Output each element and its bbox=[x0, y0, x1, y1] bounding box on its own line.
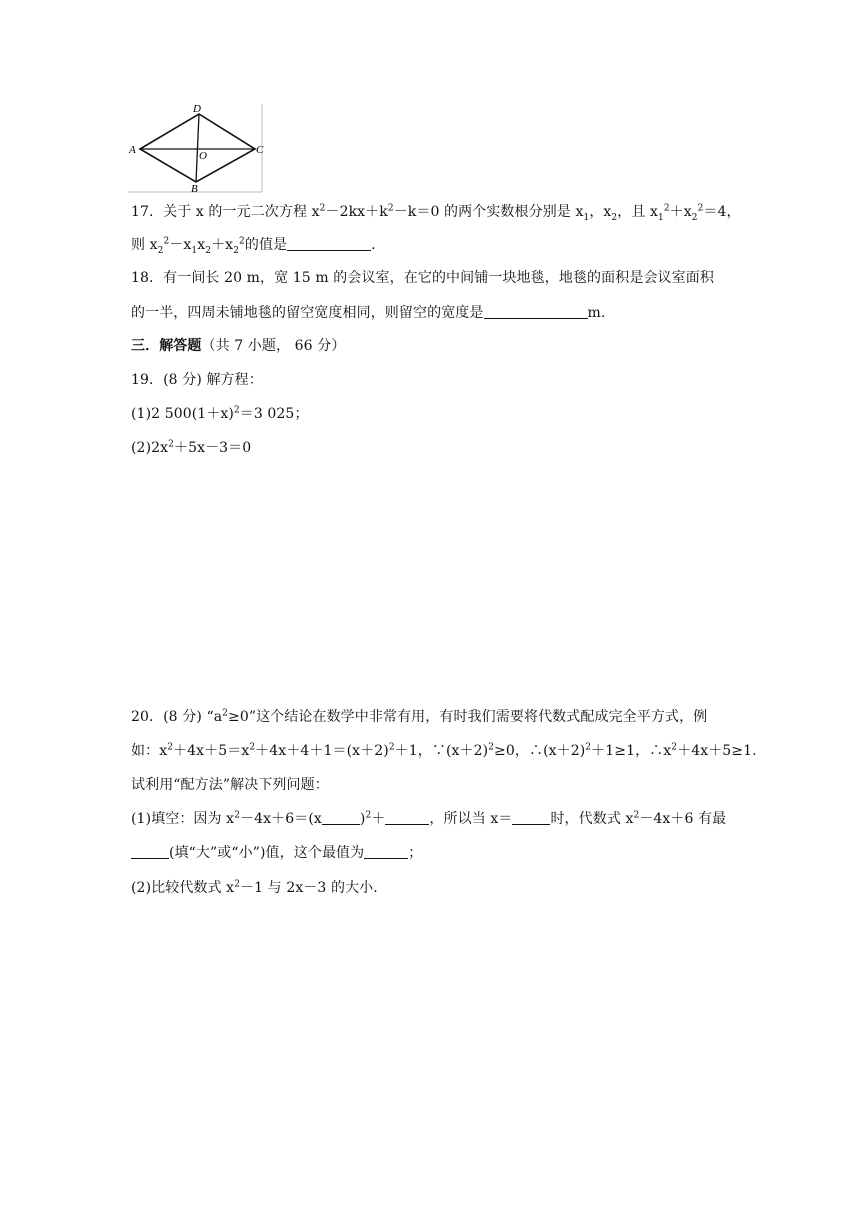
superscript: 2 bbox=[233, 405, 240, 416]
q20-text: ＋1≥1，∴x bbox=[591, 743, 672, 759]
superscript: 2 bbox=[168, 439, 174, 450]
q20-text: ≥0”这个结论在数学中非常有用，有时我们需要将代数式配成完全平方式，例 bbox=[227, 709, 708, 725]
subscript: 1 bbox=[191, 245, 198, 256]
q20-text: ； bbox=[408, 845, 423, 861]
answer-blank-constant[interactable] bbox=[385, 810, 429, 825]
subscript: 1 bbox=[583, 212, 590, 223]
q17-text: x bbox=[197, 237, 206, 253]
subscript: 2 bbox=[233, 245, 240, 256]
rhombus-figure bbox=[126, 102, 266, 194]
q20-text: (1)填空：因为 x bbox=[131, 811, 235, 827]
q18-line2 bbox=[131, 303, 605, 323]
q17-text: ，x bbox=[589, 204, 612, 220]
q18-line1: 18．有一间长 20 m，宽 15 m 的会议室，在它的中间铺一块地毯，地毯的面积是会议室面积 bbox=[131, 270, 714, 286]
q20-text: ＋4x＋5≥1. bbox=[677, 743, 757, 759]
q18-text: 的一半，四周未铺地毯的留空宽度相同，则留空的宽度是 bbox=[131, 305, 484, 321]
superscript: 2 bbox=[663, 203, 670, 214]
answer-blank-max-min[interactable] bbox=[131, 844, 169, 859]
label-d: D bbox=[193, 103, 201, 115]
q17-text: 的值是 bbox=[244, 237, 288, 253]
q20-text: －4x＋6＝(x bbox=[240, 811, 322, 827]
q17-prefix: 17．关于 x 的一元二次方程 x bbox=[131, 204, 320, 220]
superscript: 2 bbox=[222, 708, 228, 719]
q17-text: ＋x bbox=[211, 237, 234, 253]
q20-text: ，所以当 x＝ bbox=[429, 811, 513, 827]
q20-text: 20．(8 分) “a bbox=[131, 709, 223, 725]
q17-line1 bbox=[131, 202, 741, 222]
superscript: 2 bbox=[488, 742, 495, 753]
subscript: 2 bbox=[611, 212, 618, 223]
superscript: 2 bbox=[239, 236, 245, 247]
q20-line5 bbox=[131, 843, 422, 863]
q20-line4 bbox=[131, 809, 726, 829]
label-c: C bbox=[256, 144, 264, 156]
superscript: 2 bbox=[388, 742, 395, 753]
diagonal-bd bbox=[196, 114, 199, 182]
q17-line2 bbox=[131, 235, 376, 255]
superscript: 2 bbox=[585, 742, 592, 753]
q20-text: ) bbox=[359, 811, 366, 827]
q20-line6 bbox=[131, 878, 378, 898]
subscript: 2 bbox=[157, 245, 164, 256]
subscript: 2 bbox=[205, 245, 212, 256]
superscript: 2 bbox=[163, 236, 170, 247]
q20-line3: 试利用“配方法”解决下列问题： bbox=[131, 777, 329, 793]
section-title: 三．解答题 bbox=[131, 338, 202, 354]
superscript: 2 bbox=[387, 203, 394, 214]
q20-text: ≥0，∴(x＋2) bbox=[494, 743, 586, 759]
q19-text: (1)2 500(1＋x) bbox=[131, 406, 234, 422]
q20-text: (填“大”或“小”)值，这个最值为 bbox=[169, 845, 365, 861]
label-b: B bbox=[191, 183, 198, 194]
q19-part2 bbox=[131, 438, 251, 458]
superscript: 2 bbox=[249, 742, 256, 753]
q17-text: －2kx＋k bbox=[325, 204, 388, 220]
q20-text: (2)比较代数式 x bbox=[131, 880, 235, 896]
q19-title: 19．(8 分) 解方程： bbox=[131, 372, 263, 388]
q19-text: (2)2x bbox=[131, 440, 169, 456]
q19-part1 bbox=[131, 404, 309, 424]
section-heading bbox=[131, 336, 345, 356]
q17-text: ，且 x bbox=[617, 204, 658, 220]
q17-text: －x bbox=[169, 237, 192, 253]
q20-line2 bbox=[131, 741, 757, 761]
q17-text: －k＝0 的两个实数根分别是 x bbox=[393, 204, 584, 220]
superscript: 2 bbox=[234, 810, 241, 821]
superscript: 2 bbox=[697, 203, 704, 214]
label-a: A bbox=[129, 144, 136, 156]
q20-text: ＋1，∵(x＋2) bbox=[394, 743, 489, 759]
subscript: 2 bbox=[691, 212, 698, 223]
superscript: 2 bbox=[365, 810, 372, 821]
q18-text: m. bbox=[587, 305, 606, 321]
answer-blank-extreme-value[interactable] bbox=[364, 844, 408, 859]
answer-blank-square[interactable] bbox=[322, 810, 360, 825]
superscript: 2 bbox=[167, 742, 174, 753]
superscript: 2 bbox=[633, 810, 640, 821]
q20-line1 bbox=[131, 707, 707, 727]
superscript: 2 bbox=[319, 203, 326, 214]
superscript: 2 bbox=[671, 742, 678, 753]
q20-text: 时，代数式 x bbox=[550, 811, 634, 827]
section-note: （共 7 小题， 66 分） bbox=[201, 338, 346, 354]
q20-text: －1 与 2x－3 的大小. bbox=[240, 880, 378, 896]
q17-text: ＝4， bbox=[703, 204, 741, 220]
q17-text: 则 x bbox=[131, 237, 158, 253]
answer-blank-17[interactable] bbox=[287, 236, 371, 251]
subscript: 1 bbox=[658, 212, 664, 223]
q19-text: ＝3 025； bbox=[239, 406, 309, 422]
q20-text: ＋ bbox=[371, 811, 386, 827]
superscript: 2 bbox=[234, 879, 241, 890]
answer-blank-18[interactable] bbox=[484, 304, 588, 319]
q19-text: ＋5x－3＝0 bbox=[173, 440, 252, 456]
answer-blank-x-value[interactable] bbox=[512, 810, 550, 825]
q20-text: ＋4x＋4＋1＝(x＋2) bbox=[255, 743, 389, 759]
q20-text: ＋4x＋5＝x bbox=[173, 743, 250, 759]
q20-text: －4x＋6 有最 bbox=[639, 811, 727, 827]
label-o: O bbox=[199, 150, 207, 162]
q17-text: . bbox=[371, 237, 376, 253]
q20-text: 如：x bbox=[131, 743, 168, 759]
q17-text: ＋x bbox=[669, 204, 692, 220]
rhombus-diagram bbox=[126, 102, 266, 194]
